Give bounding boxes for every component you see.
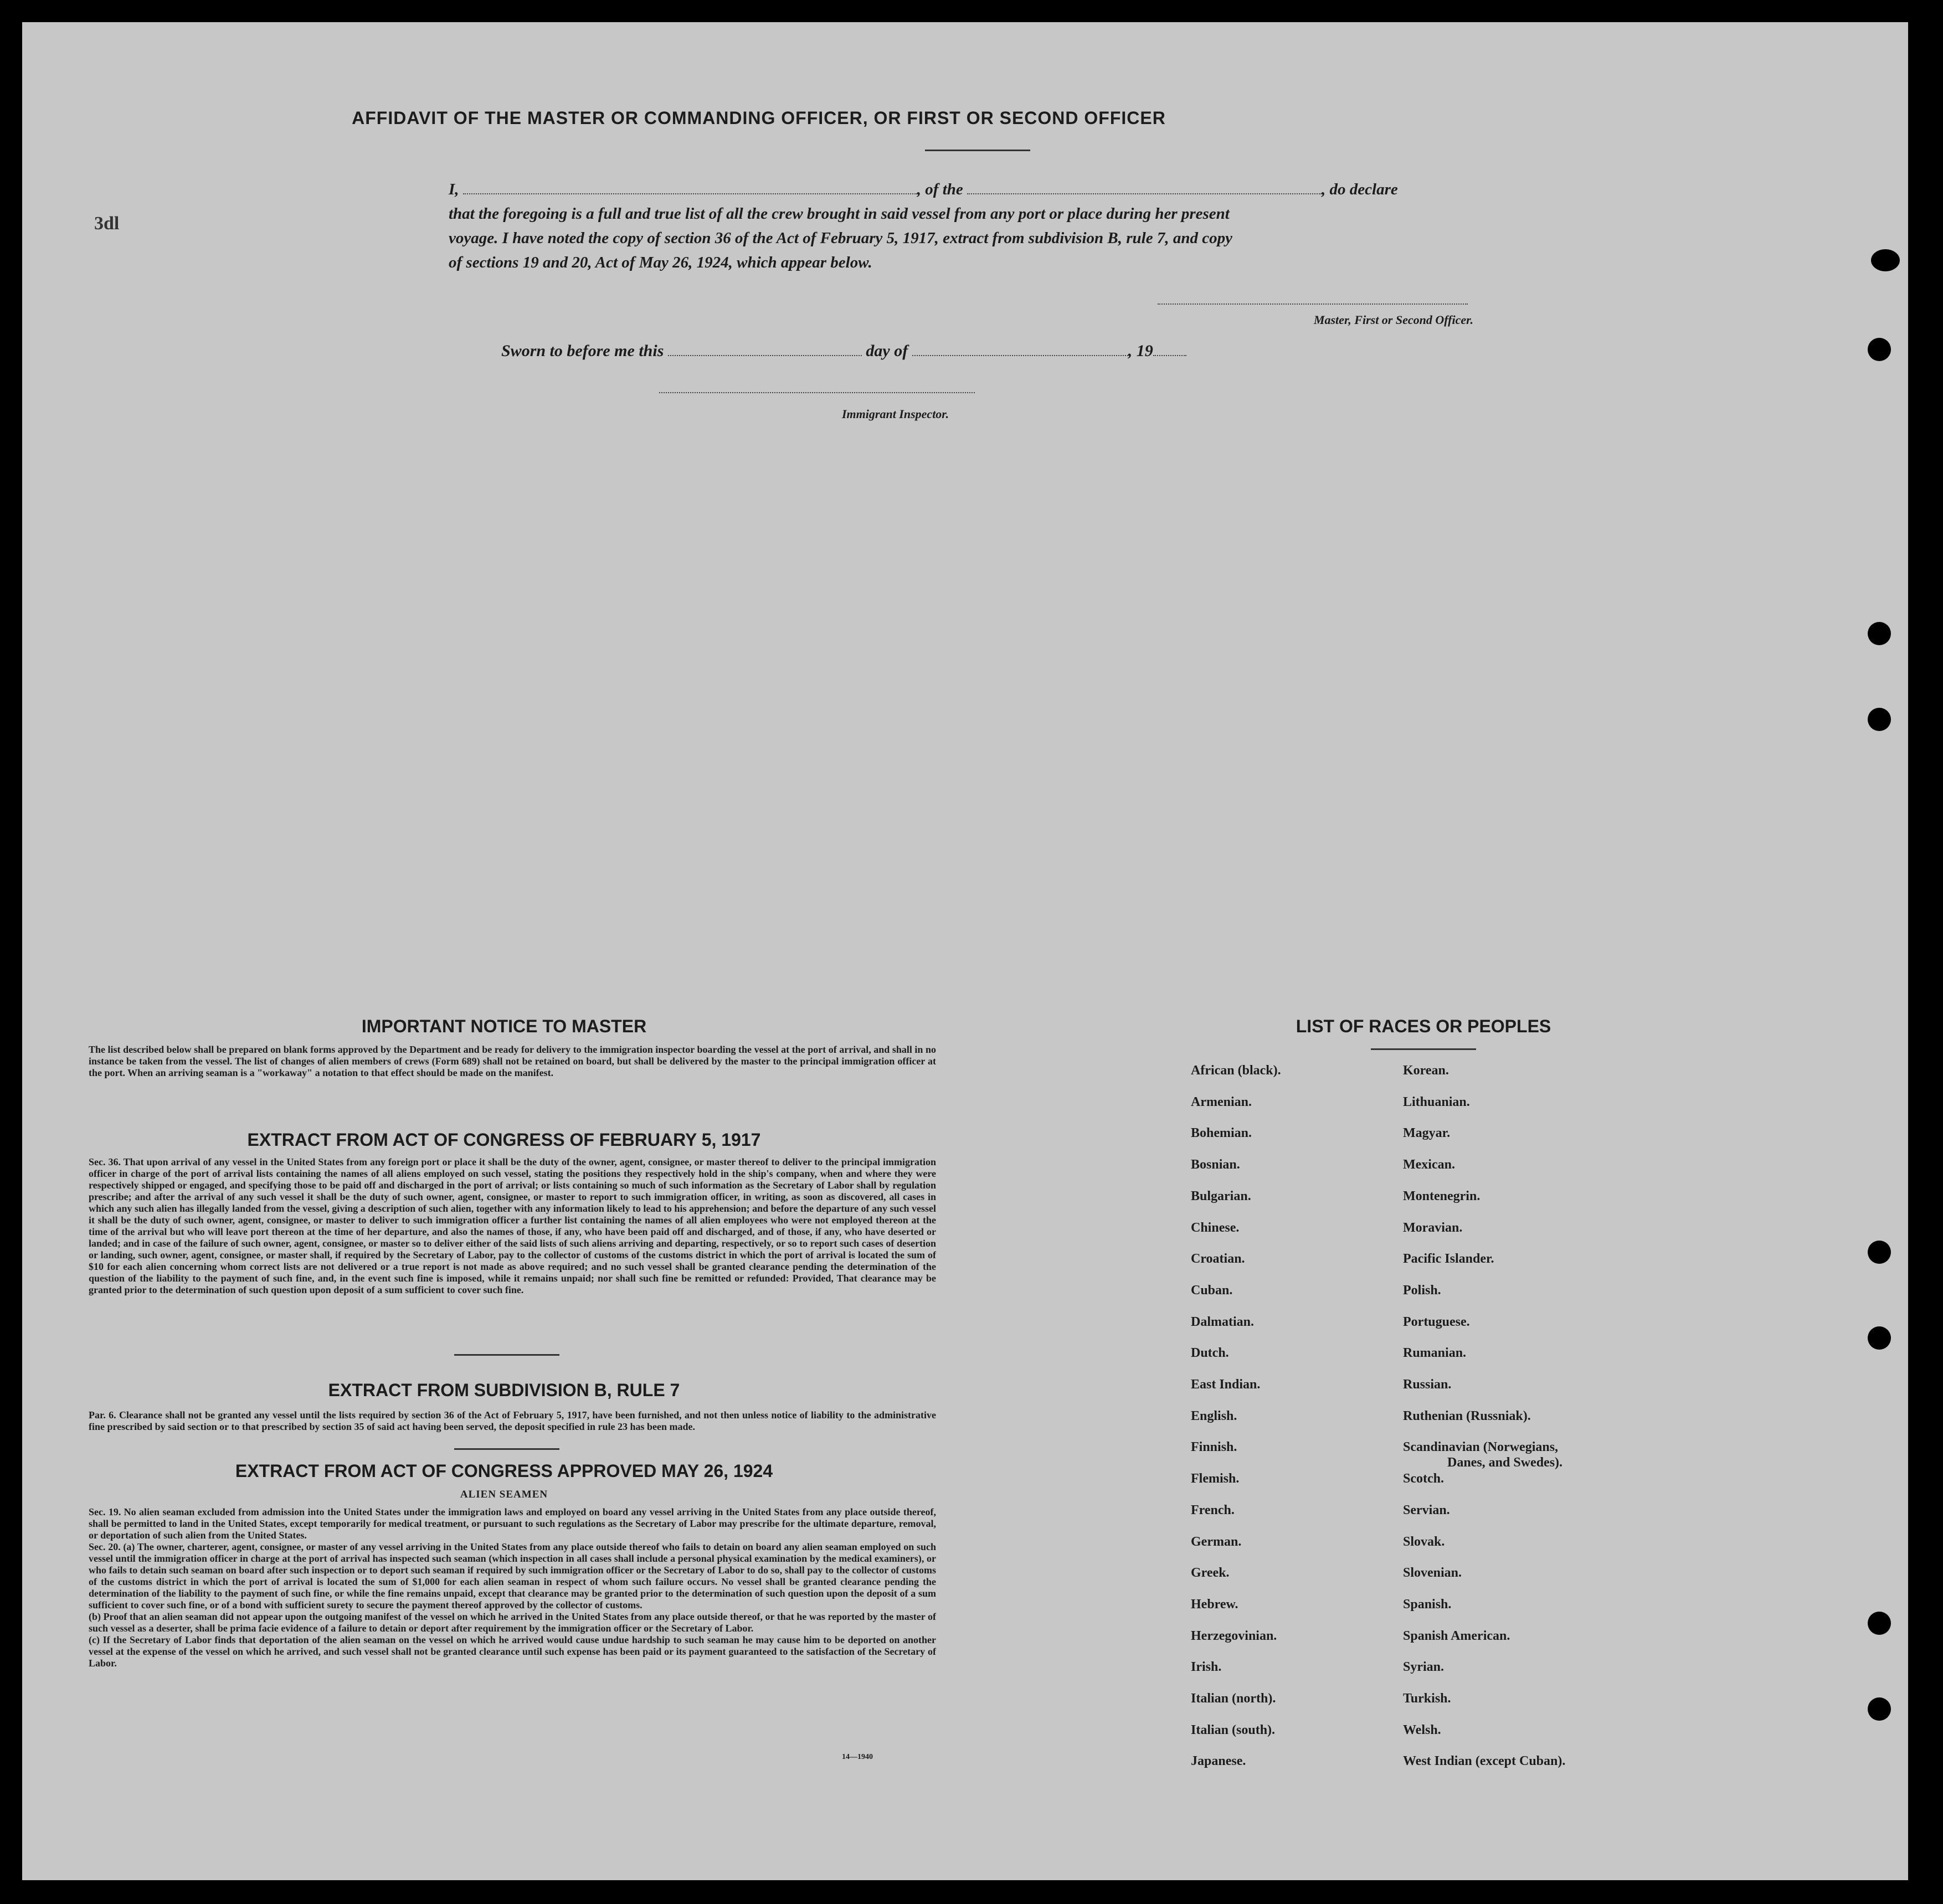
notice-title: IMPORTANT NOTICE TO MASTER (361, 1016, 647, 1036)
inspector-caption: Immigrant Inspector. (842, 407, 949, 421)
rule-rule7 (454, 1448, 559, 1450)
race-item: West Indian (except Cuban). (1403, 1754, 1566, 1769)
race-item: Scandinavian (Norwegians, (1403, 1440, 1559, 1455)
race-item: Dalmatian. (1191, 1314, 1254, 1329)
master-caption: Master, First or Second Officer. (1313, 313, 1473, 327)
binder-hole (1868, 622, 1891, 645)
race-item: Rumanian. (1403, 1346, 1467, 1361)
binder-hole (1868, 1697, 1891, 1721)
race-item: Portuguese. (1403, 1314, 1470, 1329)
race-item: Bohemian. (1191, 1126, 1252, 1141)
race-item: East Indian. (1191, 1377, 1261, 1392)
title-rule (925, 150, 1030, 151)
race-item: Polish. (1403, 1283, 1441, 1298)
race-item: Italian (north). (1191, 1691, 1276, 1706)
race-item: Spanish American. (1403, 1628, 1510, 1643)
declaration-line-2: that the foregoing is a full and true list of all the crew brought in said vessel from any port or place during her present (449, 205, 1230, 223)
race-item: English. (1191, 1408, 1237, 1423)
name-blank[interactable] (463, 179, 917, 194)
race-item: Chinese. (1191, 1220, 1240, 1235)
race-item: Slovenian. (1403, 1566, 1462, 1581)
races-title: LIST OF RACES OR PEOPLES (1296, 1016, 1551, 1036)
binder-hole (1868, 1612, 1891, 1635)
rule7-title: EXTRACT FROM SUBDIVISION B, RULE 7 (328, 1380, 680, 1400)
race-item: Bulgarian. (1191, 1188, 1251, 1203)
declaration-line-3: voyage. I have noted the copy of section 36 of the Act of February 5, 1917, extract from subdivision B, rule 7, and copy (449, 229, 1232, 247)
race-item: Herzegovinian. (1191, 1628, 1277, 1643)
i-label: I, (449, 181, 459, 198)
declaration-line-1 (449, 177, 1534, 202)
sworn-line (501, 341, 1186, 361)
race-item: Mexican. (1403, 1157, 1455, 1172)
races-rule (1371, 1048, 1476, 1050)
sec-20c-text: (c) If the Secretary of Labor finds that deportation of the alien seaman on the vessel on which he arrived would cause undue hardship to such seaman he may cause him to be deported on another vessel at the expense of the vessel on which he arrived, and such vessel shall not be granted clearance until such expense has been paid or its payment guaranteed to the satisfaction of the Secretary of Labor. (89, 1634, 936, 1669)
race-item: Flemish. (1191, 1471, 1240, 1486)
race-item: German. (1191, 1534, 1242, 1549)
binder-hole (1868, 708, 1891, 731)
race-item: Syrian. (1403, 1660, 1445, 1675)
sworn-month-blank[interactable] (912, 341, 1128, 356)
race-item: Korean. (1403, 1063, 1449, 1078)
binder-hole (1868, 1326, 1891, 1350)
race-item: Hebrew. (1191, 1597, 1238, 1612)
race-item: Ruthenian (Russniak). (1403, 1408, 1531, 1423)
race-item: Pacific Islander. (1403, 1252, 1494, 1267)
rule7-text: Par. 6. Clearance shall not be granted any vessel until the lists required by section 36 of the Act of February 5, 1917, have been furnished, and not then unless notice of liability to the administrative fine prescribed by said section or to that prescribed by section 35 of said act having been served, the deposit specified in rule 23 has been made. (89, 1409, 936, 1432)
race-item: African (black). (1191, 1063, 1281, 1078)
sec-19-text: Sec. 19. No alien seaman excluded from admission into the United States under the immigration laws and employed on board any vessel arriving in the United States from any place outside thereof, shall be permitted to land in the United States, except temporarily for medical treatment, or pursuant to such regulations as the Secretary of Labor may prescribe for the ultimate departure, removal, or deportation of such alien from the United States. (89, 1506, 936, 1541)
sworn-day-blank[interactable] (668, 341, 862, 356)
race-item: Lithuanian. (1403, 1094, 1470, 1109)
affidavit-declaration (449, 177, 1534, 275)
vessel-blank[interactable] (967, 179, 1322, 194)
race-item: Bosnian. (1191, 1157, 1240, 1172)
binder-hole (1871, 249, 1900, 271)
of-the-label: , of the (917, 181, 963, 198)
sworn-prefix: Sworn to before me this (501, 342, 664, 360)
race-item: Croatian. (1191, 1252, 1245, 1267)
race-item: Armenian. (1191, 1094, 1252, 1109)
year-prefix: , 19 (1128, 342, 1153, 360)
margin-mark: 3dl (94, 213, 120, 234)
race-item: Montenegrin. (1403, 1188, 1481, 1203)
race-item: Cuban. (1191, 1283, 1233, 1298)
race-item: Finnish. (1191, 1440, 1237, 1455)
day-of-label: day of (866, 342, 908, 360)
race-item: Japanese. (1191, 1754, 1246, 1769)
alien-seamen-subtitle: ALIEN SEAMEN (460, 1489, 548, 1500)
extract-1924-title: EXTRACT FROM ACT OF CONGRESS APPROVED MAY 26, 1924 (235, 1461, 773, 1481)
declaration-line-4: of sections 19 and 20, Act of May 26, 1924, which appear below. (449, 254, 872, 271)
do-declare-label: , do declare (1322, 181, 1398, 198)
document-page (22, 22, 1908, 1880)
race-item: Welsh. (1403, 1722, 1441, 1737)
sec-20b-text: (b) Proof that an alien seaman did not appear upon the outgoing manifest of the vessel on which he arrived in the United States from any place outside thereof, or that he was reported by the master of such vessel as a deserter, shall be prima facie evidence of a failure to detain or deport after requirement by the immigration officer or the Secretary of Labor. (89, 1611, 936, 1634)
race-item: Spanish. (1403, 1597, 1452, 1612)
race-item: Servian. (1403, 1502, 1450, 1517)
race-item: Dutch. (1191, 1346, 1229, 1361)
race-item: Turkish. (1403, 1691, 1451, 1706)
race-item: Greek. (1191, 1566, 1230, 1581)
affidavit-title: AFFIDAVIT OF THE MASTER OR COMMANDING OFFICER, OR FIRST OR SECOND OFFICER (352, 108, 1166, 128)
race-item: French. (1191, 1502, 1235, 1517)
extract-1917-title: EXTRACT FROM ACT OF CONGRESS OF FEBRUARY 5, 1917 (247, 1130, 761, 1150)
race-item: Irish. (1191, 1660, 1222, 1675)
race-item: Italian (south). (1191, 1722, 1276, 1737)
race-item: Scotch. (1403, 1471, 1444, 1486)
master-signature-line[interactable] (1158, 303, 1468, 305)
rule-1917 (454, 1354, 559, 1356)
race-item: Russian. (1403, 1377, 1452, 1392)
binder-hole (1868, 338, 1891, 361)
race-item: Moravian. (1403, 1220, 1463, 1235)
binder-hole (1868, 1241, 1891, 1264)
extract-1924-body (89, 1506, 936, 1669)
inspector-signature-line[interactable] (659, 392, 975, 393)
form-number: 14—1940 (842, 1753, 873, 1761)
race-item-continuation: Danes, and Swedes). (1447, 1455, 1563, 1470)
race-item: Magyar. (1403, 1126, 1451, 1141)
extract-1917-text: Sec. 36. That upon arrival of any vessel in the United States from any foreign port or place it shall be the duty of the owner, agent, consignee, or master thereof to deliver to the principal immigration officer in charge of the port of arrival lists containing the names of all aliens employed on such vessel, stating the positions they respectively hold in the ship's company, when and where they were respectively shipped or engaged, and specifying those to be paid off and discharged in the port of arrival; or lists containing so much of such information as the Secretary of Labor shall by regulation prescribe; and after the arrival of any such vessel it shall be the duty of such owner, agent, consignee, or master to report to such immigration officer, in writing, as soon as discovered, all cases in which any such alien has illegally landed from the vessel, giving a description of such alien, together with any information likely to lead to his apprehension; and before the departure of any such vessel it shall be the duty of such owner, agent, consignee, or master to deliver to such immigration officer a further list containing the names of all alien employees who were not employed thereon at the time of the arrival but who will leave port thereon at the time of her departure, and also the names of those, if any, who have been paid off and discharged, and of those, if any, who have deserted or landed; and in case of the failure of such owner, agent, consignee, or master so to deliver either of the said lists of such aliens arriving and departing, respectively, or so to report such cases of desertion or landing, such owner, agent, consignee, or master shall, if required by the Secretary of Labor, pay to the collector of customs of the customs district in which the port of arrival is located the sum of $10 for each alien concerning whom correct lists are not delivered or a true report is not made as above required; and no such vessel shall be granted clearance pending the determination of the question of the liability to the payment of such fine, and, in the event such fine is imposed, while it remains unpaid; nor shall such fine be remitted or refunded: Provided, That clearance may be granted prior to the determination of such question upon deposit of a sum sufficient to cover such fine. (89, 1156, 936, 1295)
sec-20a-text: Sec. 20. (a) The owner, charterer, agent, consignee, or master of any vessel arriving in the United States from any place outside thereof who fails to detain on board any alien seaman employed on such vessel until the immigration officer in charge at the port of arrival has inspected such seaman (which inspection in all cases shall include a personal physical examination by the medical examiners), or who fails to detain such seaman on board after such inspection or to deport such seaman if required by such immigration officer or the Secretary of Labor to do so, shall pay to the collector of customs of the customs district in which the port of arrival is located the sum of $1,000 for each alien seaman in respect of whom such failure occurs. No vessel shall be granted clearance pending the determination of the liability to the payment of such fine, or while the fine remains unpaid, except that clearance may be granted prior to the determination of such question upon the deposit of a sum sufficient to cover such fine, or of a bond with sufficient surety to secure the payment thereof approved by the collector of customs. (89, 1541, 936, 1610)
sworn-year-blank[interactable] (1153, 341, 1186, 356)
race-item: Slovak. (1403, 1534, 1445, 1549)
notice-text: The list described below shall be prepared on blank forms approved by the Department and be ready for delivery to the immigration inspector boarding the vessel at the port of arrival, and shall in no instance be taken from the vessel. The list of changes of alien members of crews (Form 689) shall not be retained on board, but shall be delivered by the master to the principal immigration officer at the port. When an arriving seaman is a "workaway" a notation to that effect should be made on the manifest. (89, 1044, 936, 1078)
